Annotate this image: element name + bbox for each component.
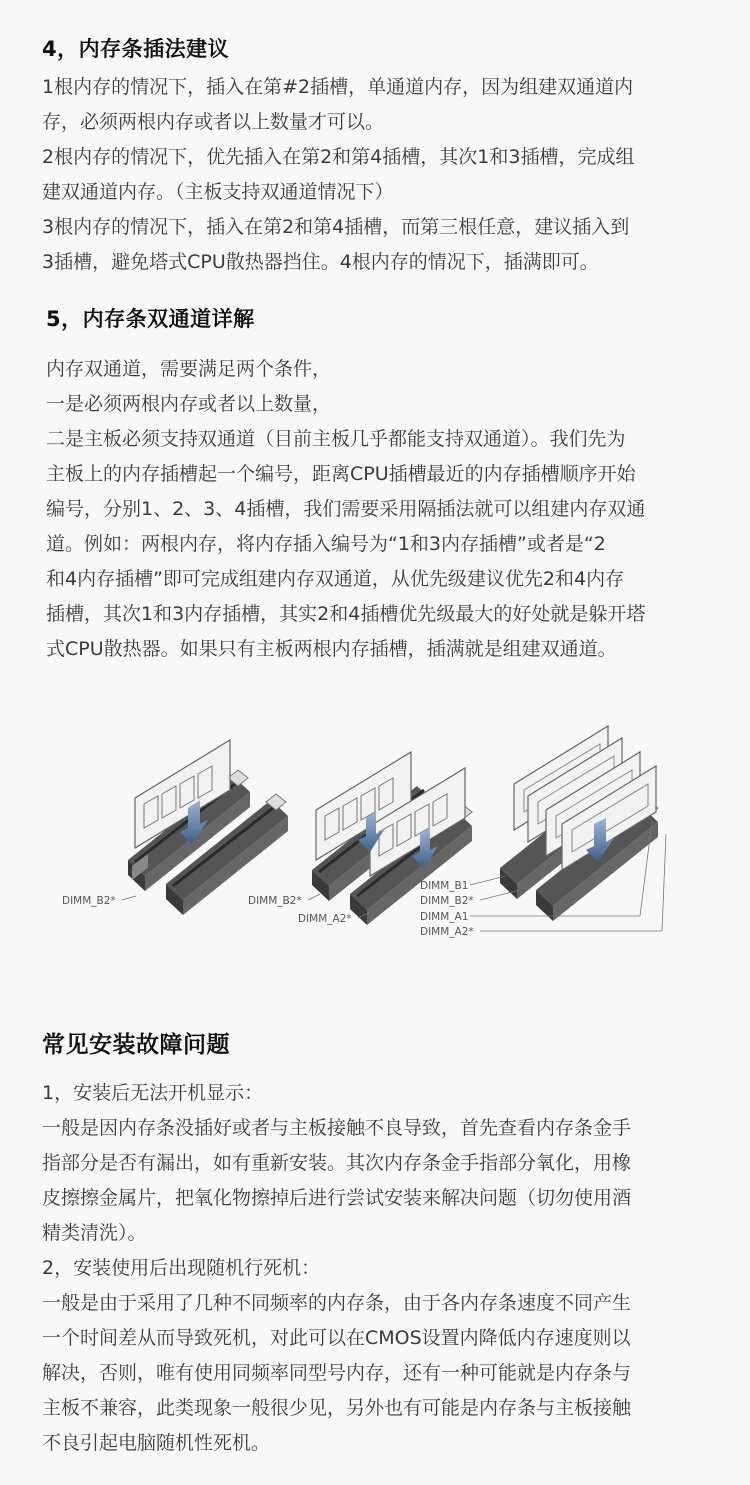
label-right-dimm-b2: DIMM_B2* — [420, 895, 474, 907]
troubleshooting-line: 2，安装使用后出现随机行死机： — [42, 1257, 321, 1279]
section-5-line: 插槽，其次1和3内存插槽，其实2和4插槽优先级最大的好处就是躲开塔 — [46, 603, 646, 625]
section-5-line: 主板上的内存插槽起一个编号，距离CPU插槽最近的内存插槽顺序开始 — [46, 463, 636, 485]
section-4-line: 存，必须两根内存或者以上数量才可以。 — [42, 111, 385, 133]
section-4-line: 3根内存的情况下，插入在第2和第4插槽，而第三根任意，建议插入到 — [42, 216, 630, 238]
section-5-line: 二是主板必须支持双通道（目前主板几乎都能支持双通道）。我们先为 — [46, 428, 626, 450]
troubleshooting-line: 不良引起电脑随机性死机。 — [42, 1432, 271, 1454]
section-4-body — [42, 70, 722, 280]
troubleshooting-line: 主板不兼容，此类现象一般很少见，另外也有可能是内存条与主板接触 — [42, 1397, 632, 1419]
troubleshooting-line: 一般是由于采用了几种不同频率的内存条，由于各内存条速度不同产生 — [42, 1292, 632, 1314]
label-right-dimm-b1: DIMM_B1 — [420, 880, 469, 892]
troubleshooting-line: 一般是因内存条没插好或者与主板接触不良导致，首先查看内存条金手 — [42, 1117, 632, 1139]
section-troubleshooting-body — [42, 1076, 722, 1461]
section-4-line: 3插槽，避免塔式CPU散热器挡住。4根内存的情况下，插满即可。 — [42, 251, 599, 273]
section-5-title: 5，内存条双通道详解 — [46, 307, 255, 331]
troubleshooting-line: 精类清洗）。 — [42, 1222, 147, 1244]
section-5-line: 一是必须两根内存或者以上数量， — [46, 393, 332, 415]
section-5-line: 编号，分别1、2、3、4插槽，我们需要采用隔插法就可以组建内存双通 — [46, 498, 646, 520]
label-mid-dimm-a2: DIMM_A2* — [298, 913, 352, 925]
label-left-dimm-b2: DIMM_B2* — [62, 895, 116, 907]
diagram-group-one-module — [128, 740, 288, 915]
section-4-line: 建双通道内存。（主板支持双通道情况下） — [42, 181, 394, 203]
label-mid-dimm-b2: DIMM_B2* — [248, 895, 302, 907]
diagram-group-four-modules — [500, 726, 658, 921]
troubleshooting-line: 1，安装后无法开机显示： — [42, 1082, 264, 1104]
troubleshooting-line: 解决，否则，唯有使用同频率同型号内存，还有一种可能就是内存条与 — [42, 1362, 632, 1384]
dimm-installation-diagram — [40, 700, 720, 960]
label-right-dimm-a2: DIMM_A2* — [420, 926, 474, 938]
section-5-line: 道。例如：两根内存，将内存插入编号为“1和3内存插槽”或者是“2 — [46, 533, 606, 555]
section-5-line: 内存双通道，需要满足两个条件， — [46, 358, 332, 380]
troubleshooting-line: 皮擦擦金属片，把氧化物擦掉后进行尝试安装来解决问题（切勿使用酒 — [42, 1187, 632, 1209]
section-4-line: 1根内存的情况下，插入在第#2插槽，单通道内存，因为组建双通道内 — [42, 76, 634, 98]
troubleshooting-line: 一个时间差从而导致死机，对此可以在CMOS设置内降低内存速度则以 — [42, 1327, 631, 1349]
label-right-dimm-a1: DIMM_A1 — [420, 911, 469, 923]
section-5-line: 和4内存插槽”即可完成组建内存双通道，从优先级建议优先2和4内存 — [46, 568, 625, 590]
troubleshooting-line: 指部分是否有漏出，如有重新安装。其次内存条金手指部分氧化，用橡 — [42, 1152, 632, 1174]
section-5-body — [46, 352, 726, 667]
section-4-title: 4，内存条插法建议 — [42, 37, 230, 61]
section-troubleshooting-title: 常见安装故障问题 — [42, 1032, 230, 1058]
section-5-line: 式CPU散热器。如果只有主板两根内存插槽，插满就是组建双通道。 — [46, 638, 617, 660]
section-4-line: 2根内存的情况下，优先插入在第2和第4插槽，其次1和3插槽，完成组 — [42, 146, 635, 168]
